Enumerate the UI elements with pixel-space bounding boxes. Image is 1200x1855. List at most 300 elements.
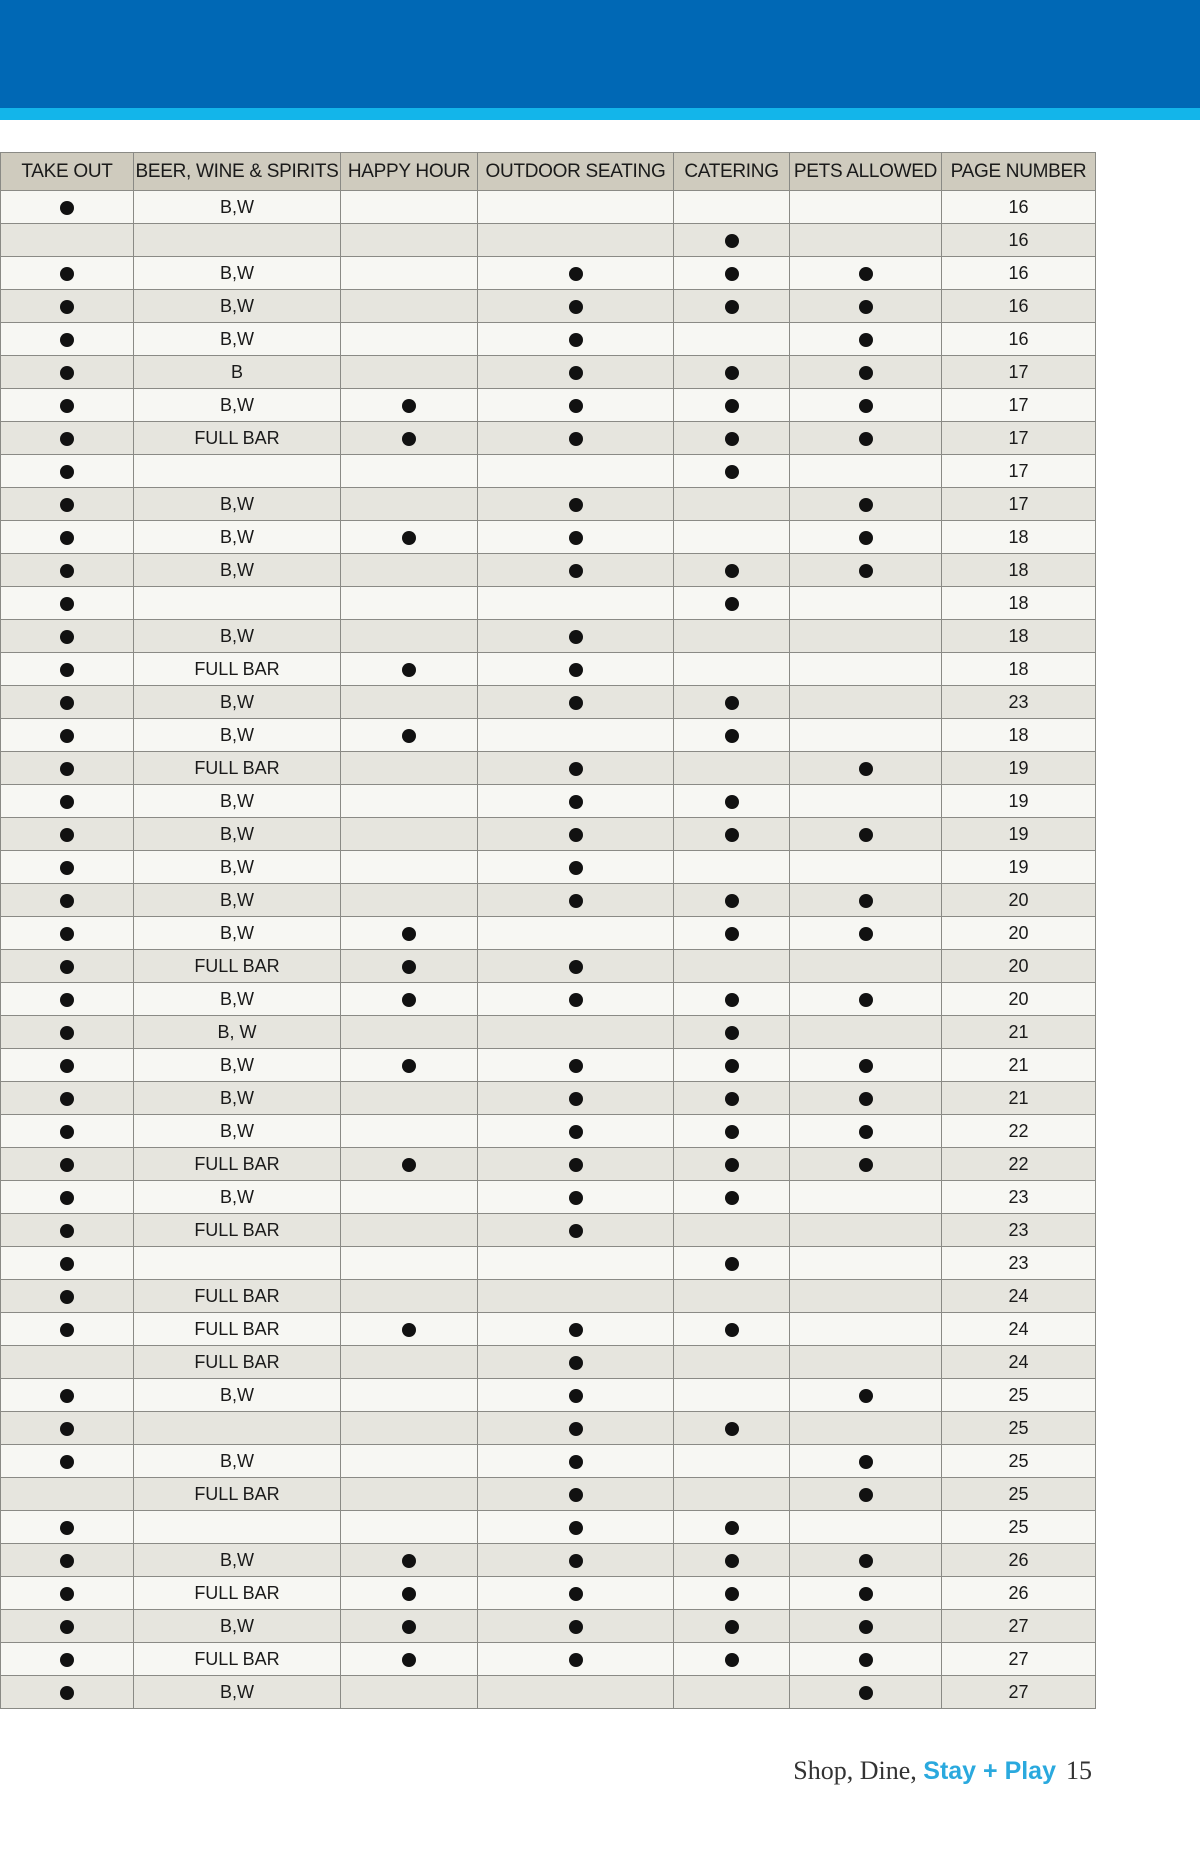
- table-row: [1, 455, 1096, 488]
- filled-circle-icon: [569, 696, 583, 710]
- cell-outdoor-seating: [478, 1478, 674, 1511]
- cell-beer-wine-spirits: B,W: [134, 488, 341, 521]
- table-header-row: [1, 153, 1096, 191]
- cell-catering: [674, 1643, 790, 1676]
- cell-take-out: [1, 752, 134, 785]
- cell-catering: [674, 1280, 790, 1313]
- table-row: [1, 1016, 1096, 1049]
- table-row: [1, 1478, 1096, 1511]
- cell-beer-wine-spirits: B,W: [134, 719, 341, 752]
- cell-catering: [674, 554, 790, 587]
- cell-outdoor-seating: [478, 191, 674, 224]
- header-page-number: PAGE NUMBER: [942, 153, 1096, 191]
- filled-circle-icon: [859, 1125, 873, 1139]
- filled-circle-icon: [60, 1653, 74, 1667]
- cell-pets-allowed: [790, 950, 942, 983]
- cell-beer-wine-spirits: [134, 1511, 341, 1544]
- cell-take-out: [1, 818, 134, 851]
- cell-take-out: [1, 950, 134, 983]
- cell-catering: [674, 1379, 790, 1412]
- cell-page-number: 18: [942, 521, 1096, 554]
- cell-happy-hour: [341, 1511, 478, 1544]
- filled-circle-icon: [859, 1455, 873, 1469]
- table-row: [1, 1148, 1096, 1181]
- cell-beer-wine-spirits: FULL BAR: [134, 1280, 341, 1313]
- footer-prefix: Shop, Dine,: [793, 1756, 924, 1785]
- cell-beer-wine-spirits: FULL BAR: [134, 422, 341, 455]
- cell-happy-hour: [341, 653, 478, 686]
- table-row: [1, 917, 1096, 950]
- filled-circle-icon: [60, 1554, 74, 1568]
- header-outdoor-seating: OUTDOOR SEATING: [478, 153, 674, 191]
- cell-catering: [674, 719, 790, 752]
- cell-beer-wine-spirits: FULL BAR: [134, 950, 341, 983]
- cell-pets-allowed: [790, 1445, 942, 1478]
- cell-take-out: [1, 851, 134, 884]
- cell-beer-wine-spirits: B, W: [134, 1016, 341, 1049]
- table-row: [1, 1049, 1096, 1082]
- table-row: [1, 257, 1096, 290]
- filled-circle-icon: [60, 1125, 74, 1139]
- filled-circle-icon: [569, 300, 583, 314]
- filled-circle-icon: [569, 1521, 583, 1535]
- filled-circle-icon: [725, 300, 739, 314]
- cell-beer-wine-spirits: FULL BAR: [134, 1643, 341, 1676]
- header-happy-hour: HAPPY HOUR: [341, 153, 478, 191]
- cell-happy-hour: [341, 554, 478, 587]
- cell-happy-hour: [341, 356, 478, 389]
- cell-beer-wine-spirits: B,W: [134, 1610, 341, 1643]
- cell-page-number: 24: [942, 1280, 1096, 1313]
- cell-beer-wine-spirits: B,W: [134, 620, 341, 653]
- cell-pets-allowed: [790, 983, 942, 1016]
- filled-circle-icon: [725, 399, 739, 413]
- cell-page-number: 20: [942, 884, 1096, 917]
- cell-take-out: [1, 257, 134, 290]
- table-row: [1, 851, 1096, 884]
- filled-circle-icon: [569, 1455, 583, 1469]
- cell-page-number: 23: [942, 1214, 1096, 1247]
- cell-take-out: [1, 521, 134, 554]
- cell-outdoor-seating: [478, 1181, 674, 1214]
- filled-circle-icon: [725, 1323, 739, 1337]
- cell-beer-wine-spirits: B,W: [134, 1445, 341, 1478]
- cell-catering: [674, 257, 790, 290]
- cell-pets-allowed: [790, 191, 942, 224]
- cell-beer-wine-spirits: B,W: [134, 884, 341, 917]
- cell-catering: [674, 1676, 790, 1709]
- cell-page-number: 17: [942, 422, 1096, 455]
- cell-page-number: 18: [942, 719, 1096, 752]
- cell-happy-hour: [341, 620, 478, 653]
- cell-take-out: [1, 1676, 134, 1709]
- cell-outdoor-seating: [478, 587, 674, 620]
- table-row: [1, 1346, 1096, 1379]
- cell-happy-hour: [341, 488, 478, 521]
- cell-beer-wine-spirits: FULL BAR: [134, 1313, 341, 1346]
- table-row: [1, 1511, 1096, 1544]
- filled-circle-icon: [402, 663, 416, 677]
- cell-take-out: [1, 389, 134, 422]
- filled-circle-icon: [60, 1059, 74, 1073]
- filled-circle-icon: [569, 663, 583, 677]
- cell-pets-allowed: [790, 1511, 942, 1544]
- cell-outdoor-seating: [478, 917, 674, 950]
- cell-take-out: [1, 1511, 134, 1544]
- cell-catering: [674, 356, 790, 389]
- cell-happy-hour: [341, 719, 478, 752]
- table-row: [1, 1643, 1096, 1676]
- cell-happy-hour: [341, 1016, 478, 1049]
- cell-page-number: 21: [942, 1049, 1096, 1082]
- cell-happy-hour: [341, 686, 478, 719]
- cell-outdoor-seating: [478, 620, 674, 653]
- cell-beer-wine-spirits: B,W: [134, 917, 341, 950]
- cell-happy-hour: [341, 917, 478, 950]
- cell-page-number: 20: [942, 983, 1096, 1016]
- filled-circle-icon: [60, 927, 74, 941]
- cell-outdoor-seating: [478, 323, 674, 356]
- filled-circle-icon: [60, 1455, 74, 1469]
- header-accent-stripe: [0, 108, 1200, 120]
- filled-circle-icon: [725, 1554, 739, 1568]
- cell-pets-allowed: [790, 752, 942, 785]
- cell-outdoor-seating: [478, 983, 674, 1016]
- cell-beer-wine-spirits: B,W: [134, 818, 341, 851]
- cell-pets-allowed: [790, 1148, 942, 1181]
- filled-circle-icon: [859, 1587, 873, 1601]
- table-row: [1, 884, 1096, 917]
- filled-circle-icon: [569, 531, 583, 545]
- table-row: [1, 521, 1096, 554]
- filled-circle-icon: [725, 993, 739, 1007]
- amenities-table: [0, 152, 1096, 1709]
- cell-page-number: 25: [942, 1445, 1096, 1478]
- cell-page-number: 19: [942, 752, 1096, 785]
- filled-circle-icon: [859, 894, 873, 908]
- filled-circle-icon: [402, 1587, 416, 1601]
- cell-pets-allowed: [790, 257, 942, 290]
- filled-circle-icon: [569, 1092, 583, 1106]
- filled-circle-icon: [725, 432, 739, 446]
- cell-happy-hour: [341, 1412, 478, 1445]
- cell-catering: [674, 686, 790, 719]
- table-row: [1, 1247, 1096, 1280]
- filled-circle-icon: [569, 399, 583, 413]
- cell-happy-hour: [341, 752, 478, 785]
- filled-circle-icon: [725, 1125, 739, 1139]
- table-row: [1, 356, 1096, 389]
- filled-circle-icon: [402, 432, 416, 446]
- cell-pets-allowed: [790, 884, 942, 917]
- cell-catering: [674, 1511, 790, 1544]
- cell-beer-wine-spirits: FULL BAR: [134, 1214, 341, 1247]
- cell-catering: [674, 422, 790, 455]
- cell-take-out: [1, 983, 134, 1016]
- table-row: [1, 686, 1096, 719]
- filled-circle-icon: [60, 432, 74, 446]
- filled-circle-icon: [60, 795, 74, 809]
- table-row: [1, 1577, 1096, 1610]
- cell-pets-allowed: [790, 587, 942, 620]
- filled-circle-icon: [725, 366, 739, 380]
- cell-beer-wine-spirits: B,W: [134, 323, 341, 356]
- cell-outdoor-seating: [478, 1313, 674, 1346]
- cell-catering: [674, 389, 790, 422]
- cell-catering: [674, 1247, 790, 1280]
- cell-beer-wine-spirits: B,W: [134, 257, 341, 290]
- table-row: [1, 752, 1096, 785]
- filled-circle-icon: [569, 1554, 583, 1568]
- cell-page-number: 25: [942, 1379, 1096, 1412]
- cell-page-number: 18: [942, 554, 1096, 587]
- cell-happy-hour: [341, 455, 478, 488]
- cell-catering: [674, 1049, 790, 1082]
- filled-circle-icon: [725, 927, 739, 941]
- filled-circle-icon: [60, 729, 74, 743]
- filled-circle-icon: [859, 927, 873, 941]
- cell-beer-wine-spirits: FULL BAR: [134, 653, 341, 686]
- cell-page-number: 17: [942, 389, 1096, 422]
- cell-take-out: [1, 1049, 134, 1082]
- cell-pets-allowed: [790, 455, 942, 488]
- filled-circle-icon: [725, 1092, 739, 1106]
- table-row: [1, 323, 1096, 356]
- cell-page-number: 21: [942, 1082, 1096, 1115]
- filled-circle-icon: [569, 795, 583, 809]
- cell-catering: [674, 620, 790, 653]
- filled-circle-icon: [725, 1026, 739, 1040]
- cell-catering: [674, 1313, 790, 1346]
- cell-outdoor-seating: [478, 818, 674, 851]
- cell-beer-wine-spirits: FULL BAR: [134, 1148, 341, 1181]
- cell-happy-hour: [341, 983, 478, 1016]
- cell-page-number: 26: [942, 1544, 1096, 1577]
- filled-circle-icon: [569, 1587, 583, 1601]
- table-row: [1, 1544, 1096, 1577]
- cell-pets-allowed: [790, 323, 942, 356]
- filled-circle-icon: [60, 993, 74, 1007]
- cell-beer-wine-spirits: B,W: [134, 983, 341, 1016]
- cell-pets-allowed: [790, 1016, 942, 1049]
- filled-circle-icon: [60, 1323, 74, 1337]
- filled-circle-icon: [569, 498, 583, 512]
- filled-circle-icon: [725, 465, 739, 479]
- filled-circle-icon: [725, 1521, 739, 1535]
- table-row: [1, 587, 1096, 620]
- table-row: [1, 1379, 1096, 1412]
- table-row: [1, 1181, 1096, 1214]
- cell-catering: [674, 521, 790, 554]
- filled-circle-icon: [60, 531, 74, 545]
- cell-happy-hour: [341, 1577, 478, 1610]
- cell-take-out: [1, 1115, 134, 1148]
- filled-circle-icon: [725, 1653, 739, 1667]
- filled-circle-icon: [569, 960, 583, 974]
- cell-catering: [674, 917, 790, 950]
- filled-circle-icon: [60, 1290, 74, 1304]
- filled-circle-icon: [402, 1653, 416, 1667]
- cell-page-number: 17: [942, 488, 1096, 521]
- cell-outdoor-seating: [478, 686, 674, 719]
- cell-beer-wine-spirits: [134, 1412, 341, 1445]
- filled-circle-icon: [60, 1092, 74, 1106]
- cell-pets-allowed: [790, 620, 942, 653]
- cell-pets-allowed: [790, 1676, 942, 1709]
- cell-pets-allowed: [790, 917, 942, 950]
- filled-circle-icon: [569, 333, 583, 347]
- filled-circle-icon: [725, 1257, 739, 1271]
- cell-outdoor-seating: [478, 554, 674, 587]
- cell-pets-allowed: [790, 851, 942, 884]
- cell-happy-hour: [341, 851, 478, 884]
- cell-catering: [674, 1610, 790, 1643]
- filled-circle-icon: [725, 564, 739, 578]
- cell-outdoor-seating: [478, 719, 674, 752]
- cell-happy-hour: [341, 1082, 478, 1115]
- filled-circle-icon: [60, 663, 74, 677]
- filled-circle-icon: [402, 1158, 416, 1172]
- filled-circle-icon: [60, 894, 74, 908]
- cell-page-number: 16: [942, 224, 1096, 257]
- cell-page-number: 27: [942, 1676, 1096, 1709]
- table-row: [1, 1214, 1096, 1247]
- cell-pets-allowed: [790, 1544, 942, 1577]
- filled-circle-icon: [569, 1059, 583, 1073]
- table-row: [1, 554, 1096, 587]
- cell-catering: [674, 323, 790, 356]
- table-row: [1, 422, 1096, 455]
- cell-take-out: [1, 785, 134, 818]
- cell-take-out: [1, 422, 134, 455]
- cell-beer-wine-spirits: B,W: [134, 389, 341, 422]
- cell-beer-wine-spirits: B,W: [134, 1049, 341, 1082]
- cell-take-out: [1, 323, 134, 356]
- cell-happy-hour: [341, 389, 478, 422]
- filled-circle-icon: [60, 696, 74, 710]
- page-number: 15: [1066, 1756, 1092, 1785]
- filled-circle-icon: [60, 300, 74, 314]
- cell-catering: [674, 785, 790, 818]
- filled-circle-icon: [402, 960, 416, 974]
- filled-circle-icon: [859, 1389, 873, 1403]
- cell-page-number: 25: [942, 1478, 1096, 1511]
- cell-pets-allowed: [790, 1049, 942, 1082]
- cell-pets-allowed: [790, 422, 942, 455]
- cell-take-out: [1, 587, 134, 620]
- cell-catering: [674, 1445, 790, 1478]
- cell-page-number: 21: [942, 1016, 1096, 1049]
- cell-take-out: [1, 1379, 134, 1412]
- cell-beer-wine-spirits: B,W: [134, 191, 341, 224]
- table-row: [1, 785, 1096, 818]
- cell-page-number: 24: [942, 1346, 1096, 1379]
- cell-page-number: 16: [942, 191, 1096, 224]
- table-row: [1, 1412, 1096, 1445]
- cell-outdoor-seating: [478, 389, 674, 422]
- cell-catering: [674, 488, 790, 521]
- header-catering: CATERING: [674, 153, 790, 191]
- filled-circle-icon: [569, 267, 583, 281]
- cell-pets-allowed: [790, 1181, 942, 1214]
- cell-catering: [674, 983, 790, 1016]
- filled-circle-icon: [402, 1620, 416, 1634]
- cell-catering: [674, 950, 790, 983]
- filled-circle-icon: [60, 1587, 74, 1601]
- cell-beer-wine-spirits: FULL BAR: [134, 752, 341, 785]
- cell-catering: [674, 1478, 790, 1511]
- cell-beer-wine-spirits: FULL BAR: [134, 1478, 341, 1511]
- cell-take-out: [1, 1247, 134, 1280]
- cell-page-number: 26: [942, 1577, 1096, 1610]
- cell-take-out: [1, 1610, 134, 1643]
- filled-circle-icon: [569, 1224, 583, 1238]
- cell-outdoor-seating: [478, 653, 674, 686]
- cell-take-out: [1, 224, 134, 257]
- cell-pets-allowed: [790, 818, 942, 851]
- cell-take-out: [1, 488, 134, 521]
- cell-outdoor-seating: [478, 950, 674, 983]
- filled-circle-icon: [859, 1059, 873, 1073]
- filled-circle-icon: [859, 762, 873, 776]
- filled-circle-icon: [569, 1653, 583, 1667]
- table-row: [1, 950, 1096, 983]
- filled-circle-icon: [402, 399, 416, 413]
- cell-outdoor-seating: [478, 851, 674, 884]
- table-row: [1, 1280, 1096, 1313]
- cell-page-number: 17: [942, 455, 1096, 488]
- filled-circle-icon: [859, 432, 873, 446]
- cell-outdoor-seating: [478, 1511, 674, 1544]
- filled-circle-icon: [859, 267, 873, 281]
- cell-beer-wine-spirits: B,W: [134, 521, 341, 554]
- cell-take-out: [1, 1577, 134, 1610]
- filled-circle-icon: [569, 1389, 583, 1403]
- filled-circle-icon: [859, 333, 873, 347]
- cell-take-out: [1, 653, 134, 686]
- filled-circle-icon: [725, 696, 739, 710]
- cell-outdoor-seating: [478, 455, 674, 488]
- cell-beer-wine-spirits: B,W: [134, 1181, 341, 1214]
- filled-circle-icon: [859, 564, 873, 578]
- filled-circle-icon: [859, 1686, 873, 1700]
- filled-circle-icon: [60, 564, 74, 578]
- filled-circle-icon: [60, 762, 74, 776]
- filled-circle-icon: [859, 1158, 873, 1172]
- cell-catering: [674, 1412, 790, 1445]
- filled-circle-icon: [859, 1554, 873, 1568]
- cell-take-out: [1, 1181, 134, 1214]
- cell-happy-hour: [341, 1148, 478, 1181]
- filled-circle-icon: [725, 267, 739, 281]
- cell-beer-wine-spirits: [134, 1247, 341, 1280]
- table-row: [1, 1610, 1096, 1643]
- cell-happy-hour: [341, 257, 478, 290]
- filled-circle-icon: [859, 399, 873, 413]
- cell-take-out: [1, 455, 134, 488]
- cell-catering: [674, 587, 790, 620]
- cell-page-number: 19: [942, 785, 1096, 818]
- cell-take-out: [1, 1082, 134, 1115]
- filled-circle-icon: [569, 1323, 583, 1337]
- filled-circle-icon: [859, 1488, 873, 1502]
- filled-circle-icon: [569, 1356, 583, 1370]
- filled-circle-icon: [859, 993, 873, 1007]
- cell-pets-allowed: [790, 1379, 942, 1412]
- filled-circle-icon: [569, 1125, 583, 1139]
- cell-take-out: [1, 917, 134, 950]
- filled-circle-icon: [859, 1092, 873, 1106]
